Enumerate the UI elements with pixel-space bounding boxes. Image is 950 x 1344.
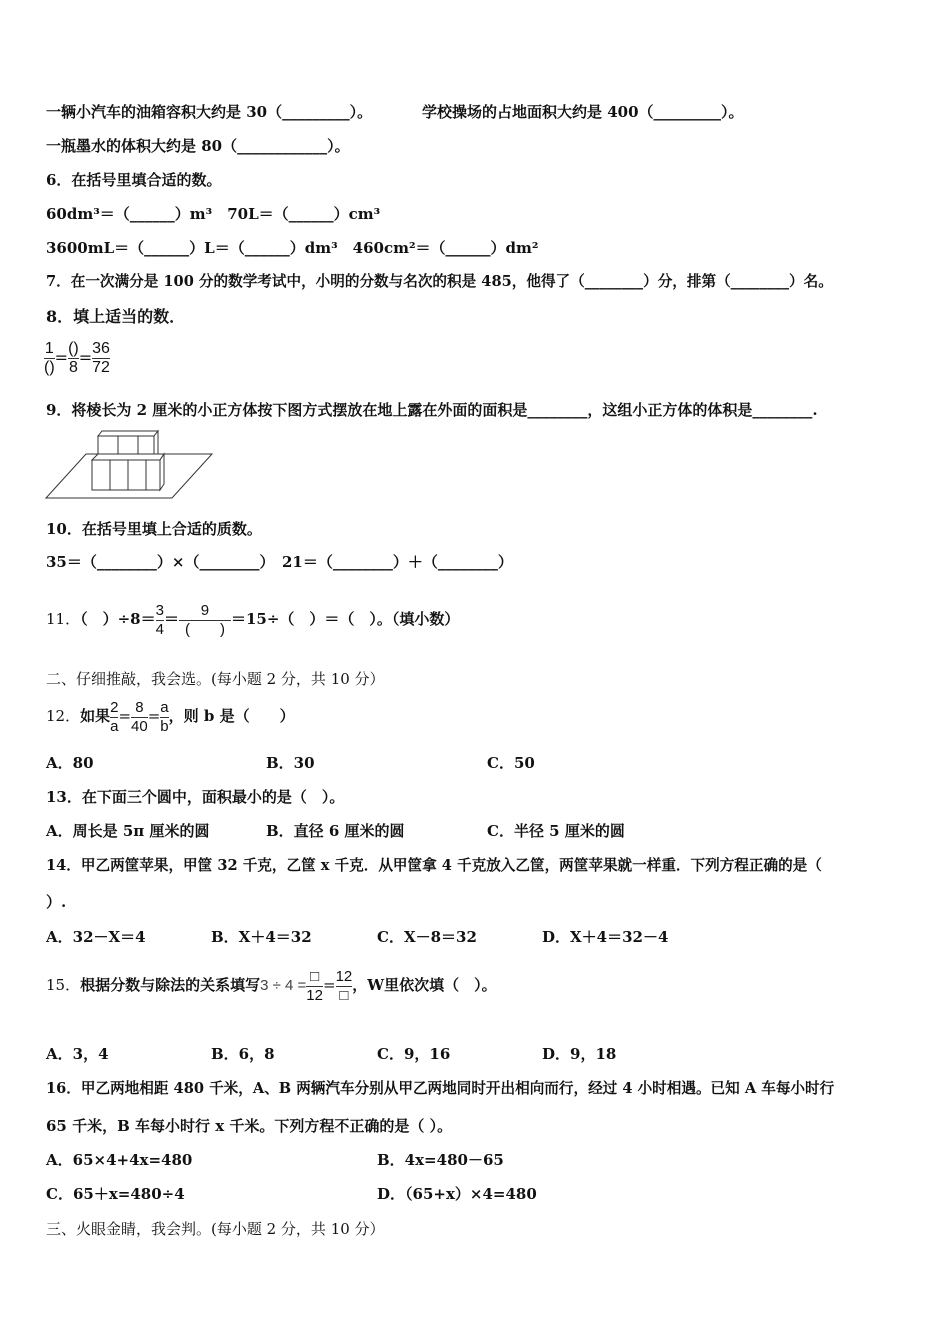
q15-expression: 3 ÷ 4 = bbox=[260, 977, 307, 994]
q14-option-d[interactable]: D．X＋4＝32－4 bbox=[542, 928, 669, 946]
q12-frac-1: $\frac{2}{a}$ bbox=[110, 698, 119, 735]
q12-frac-3: $\frac{a}{b}$ bbox=[160, 698, 169, 735]
q10-stem: 10．在括号里填上合适的质数。 bbox=[46, 520, 262, 538]
q16-option-a[interactable]: A．65×4+4x=480 bbox=[46, 1151, 193, 1169]
q8-fraction-figure: $\frac{1}{()}$ = $\frac{()}{8}$ = $\frac{36}{72}$ bbox=[44, 340, 110, 376]
q13-stem: 13．在下面三个圆中，面积最小的是（ ）。 bbox=[46, 788, 345, 806]
q6-stem: 6．在括号里填合适的数。 bbox=[46, 171, 222, 189]
q16-option-c[interactable]: C．65＋x=480÷4 bbox=[46, 1185, 185, 1203]
q14-option-c[interactable]: C．X－8＝32 bbox=[377, 928, 477, 946]
q11-frac-1: $\frac{3}{4}$ bbox=[155, 601, 164, 638]
q14-option-a[interactable]: A．32－X＝4 bbox=[46, 928, 146, 946]
q8-frac-1: $\frac{1}{()}$ bbox=[44, 340, 55, 376]
q15-frac-1: $\frac{□}{12}$ bbox=[306, 967, 323, 1004]
q7-stem: 7．在一次满分是 100 分的数学考试中，小明的分数与名次的积是 485，他得了（________）分，排第（________）名。 bbox=[46, 273, 833, 290]
q13-option-b[interactable]: B．直径 6 厘米的圆 bbox=[266, 822, 405, 840]
q11-line: 11．（ ）÷8＝ $\frac{3}{4}$ ＝ $\frac{9}{( )}$ ＝15÷（ ）＝（ ）。（填小数） bbox=[46, 601, 460, 638]
q5-line2: 一瓶墨水的体积大约是 80（____________）。 bbox=[46, 137, 350, 155]
q15-option-d[interactable]: D．9，18 bbox=[542, 1045, 617, 1063]
q12-frac-2: $\frac{8}{40}$ bbox=[131, 698, 148, 735]
q12-option-b[interactable]: B．30 bbox=[266, 754, 315, 772]
q15-line: 15．根据分数与除法的关系填写3 ÷ 4 = $\frac{□}{12}$ = $\frac{12}{□}$ ，W里依次填（ ）。 bbox=[46, 967, 497, 1004]
q8-frac-2: $\frac{()}{8}$ bbox=[68, 340, 79, 376]
q12-line: 12．如果 $\frac{2}{a}$ = $\frac{8}{40}$ = $\frac{a}{b}$ ，则 b 是（ ） bbox=[46, 698, 295, 735]
q6-line1: 60dm³＝（______）m³ 70L＝（______）cm³ bbox=[46, 205, 381, 223]
q11-frac-2: $\frac{9}{( )}$ bbox=[179, 602, 231, 639]
q12-option-c[interactable]: C．50 bbox=[487, 754, 535, 772]
section-2-title: 二、仔细推敲，我会选。(每小题 2 分，共 10 分） bbox=[46, 670, 385, 688]
q16-option-d[interactable]: D．（65+x）×4=480 bbox=[377, 1185, 537, 1203]
q15-option-c[interactable]: C．9，16 bbox=[377, 1045, 451, 1063]
q6-line2: 3600mL＝（______）L＝（______）dm³ 460cm²＝（______）dm² bbox=[46, 239, 539, 257]
q13-option-a[interactable]: A．周长是 5π 厘米的圆 bbox=[46, 822, 210, 840]
q16-stem-line1: 16．甲乙两地相距 480 千米，A、B 两辆汽车分别从甲乙两地同时开出相向而行，经过 4 小时相遇。已知 A 车每小时行 bbox=[46, 1080, 835, 1097]
q14-option-b[interactable]: B．X＋4＝32 bbox=[211, 928, 312, 946]
q15-option-b[interactable]: B．6，8 bbox=[211, 1045, 275, 1063]
q15-option-a[interactable]: A．3，4 bbox=[46, 1045, 109, 1063]
q8-frac-3: $\frac{36}{72}$ bbox=[92, 340, 110, 376]
q5-line1a: 一辆小汽车的油箱容积大约是 30（_________）。 bbox=[46, 103, 373, 121]
q10-line: 35＝（________）×（________） 21＝（________）＋（________） bbox=[46, 553, 513, 571]
q8-stem: 8．填上适当的数． bbox=[46, 307, 186, 326]
q5-line1b: 学校操场的占地面积大约是 400（_________）。 bbox=[422, 103, 744, 121]
q12-option-a[interactable]: A．80 bbox=[46, 754, 94, 772]
q14-stem-line1: 14．甲乙两筐苹果，甲筐 32 千克，乙筐 x 千克．从甲筐拿 4 千克放入乙筐，两筐苹果就一样重．下列方程正确的是（ bbox=[46, 857, 822, 874]
q16-stem-line2: 65 千米，B 车每小时行 x 千米。下列方程不正确的是（ ）。 bbox=[46, 1117, 453, 1135]
cube-stack-figure bbox=[44, 428, 216, 502]
q13-option-c[interactable]: C．半径 5 厘米的圆 bbox=[487, 822, 625, 840]
section-3-title: 三、火眼金睛，我会判。(每小题 2 分，共 10 分） bbox=[46, 1220, 385, 1238]
q16-option-b[interactable]: B．4x=480－65 bbox=[377, 1151, 504, 1169]
q9-stem: 9．将棱长为 2 厘米的小正方体按下图方式摆放在地上露在外面的面积是________，这组小正方体的体积是________. bbox=[46, 401, 818, 419]
q14-stem-line2: ）. bbox=[46, 893, 67, 911]
q15-frac-2: $\frac{12}{□}$ bbox=[335, 967, 353, 1004]
